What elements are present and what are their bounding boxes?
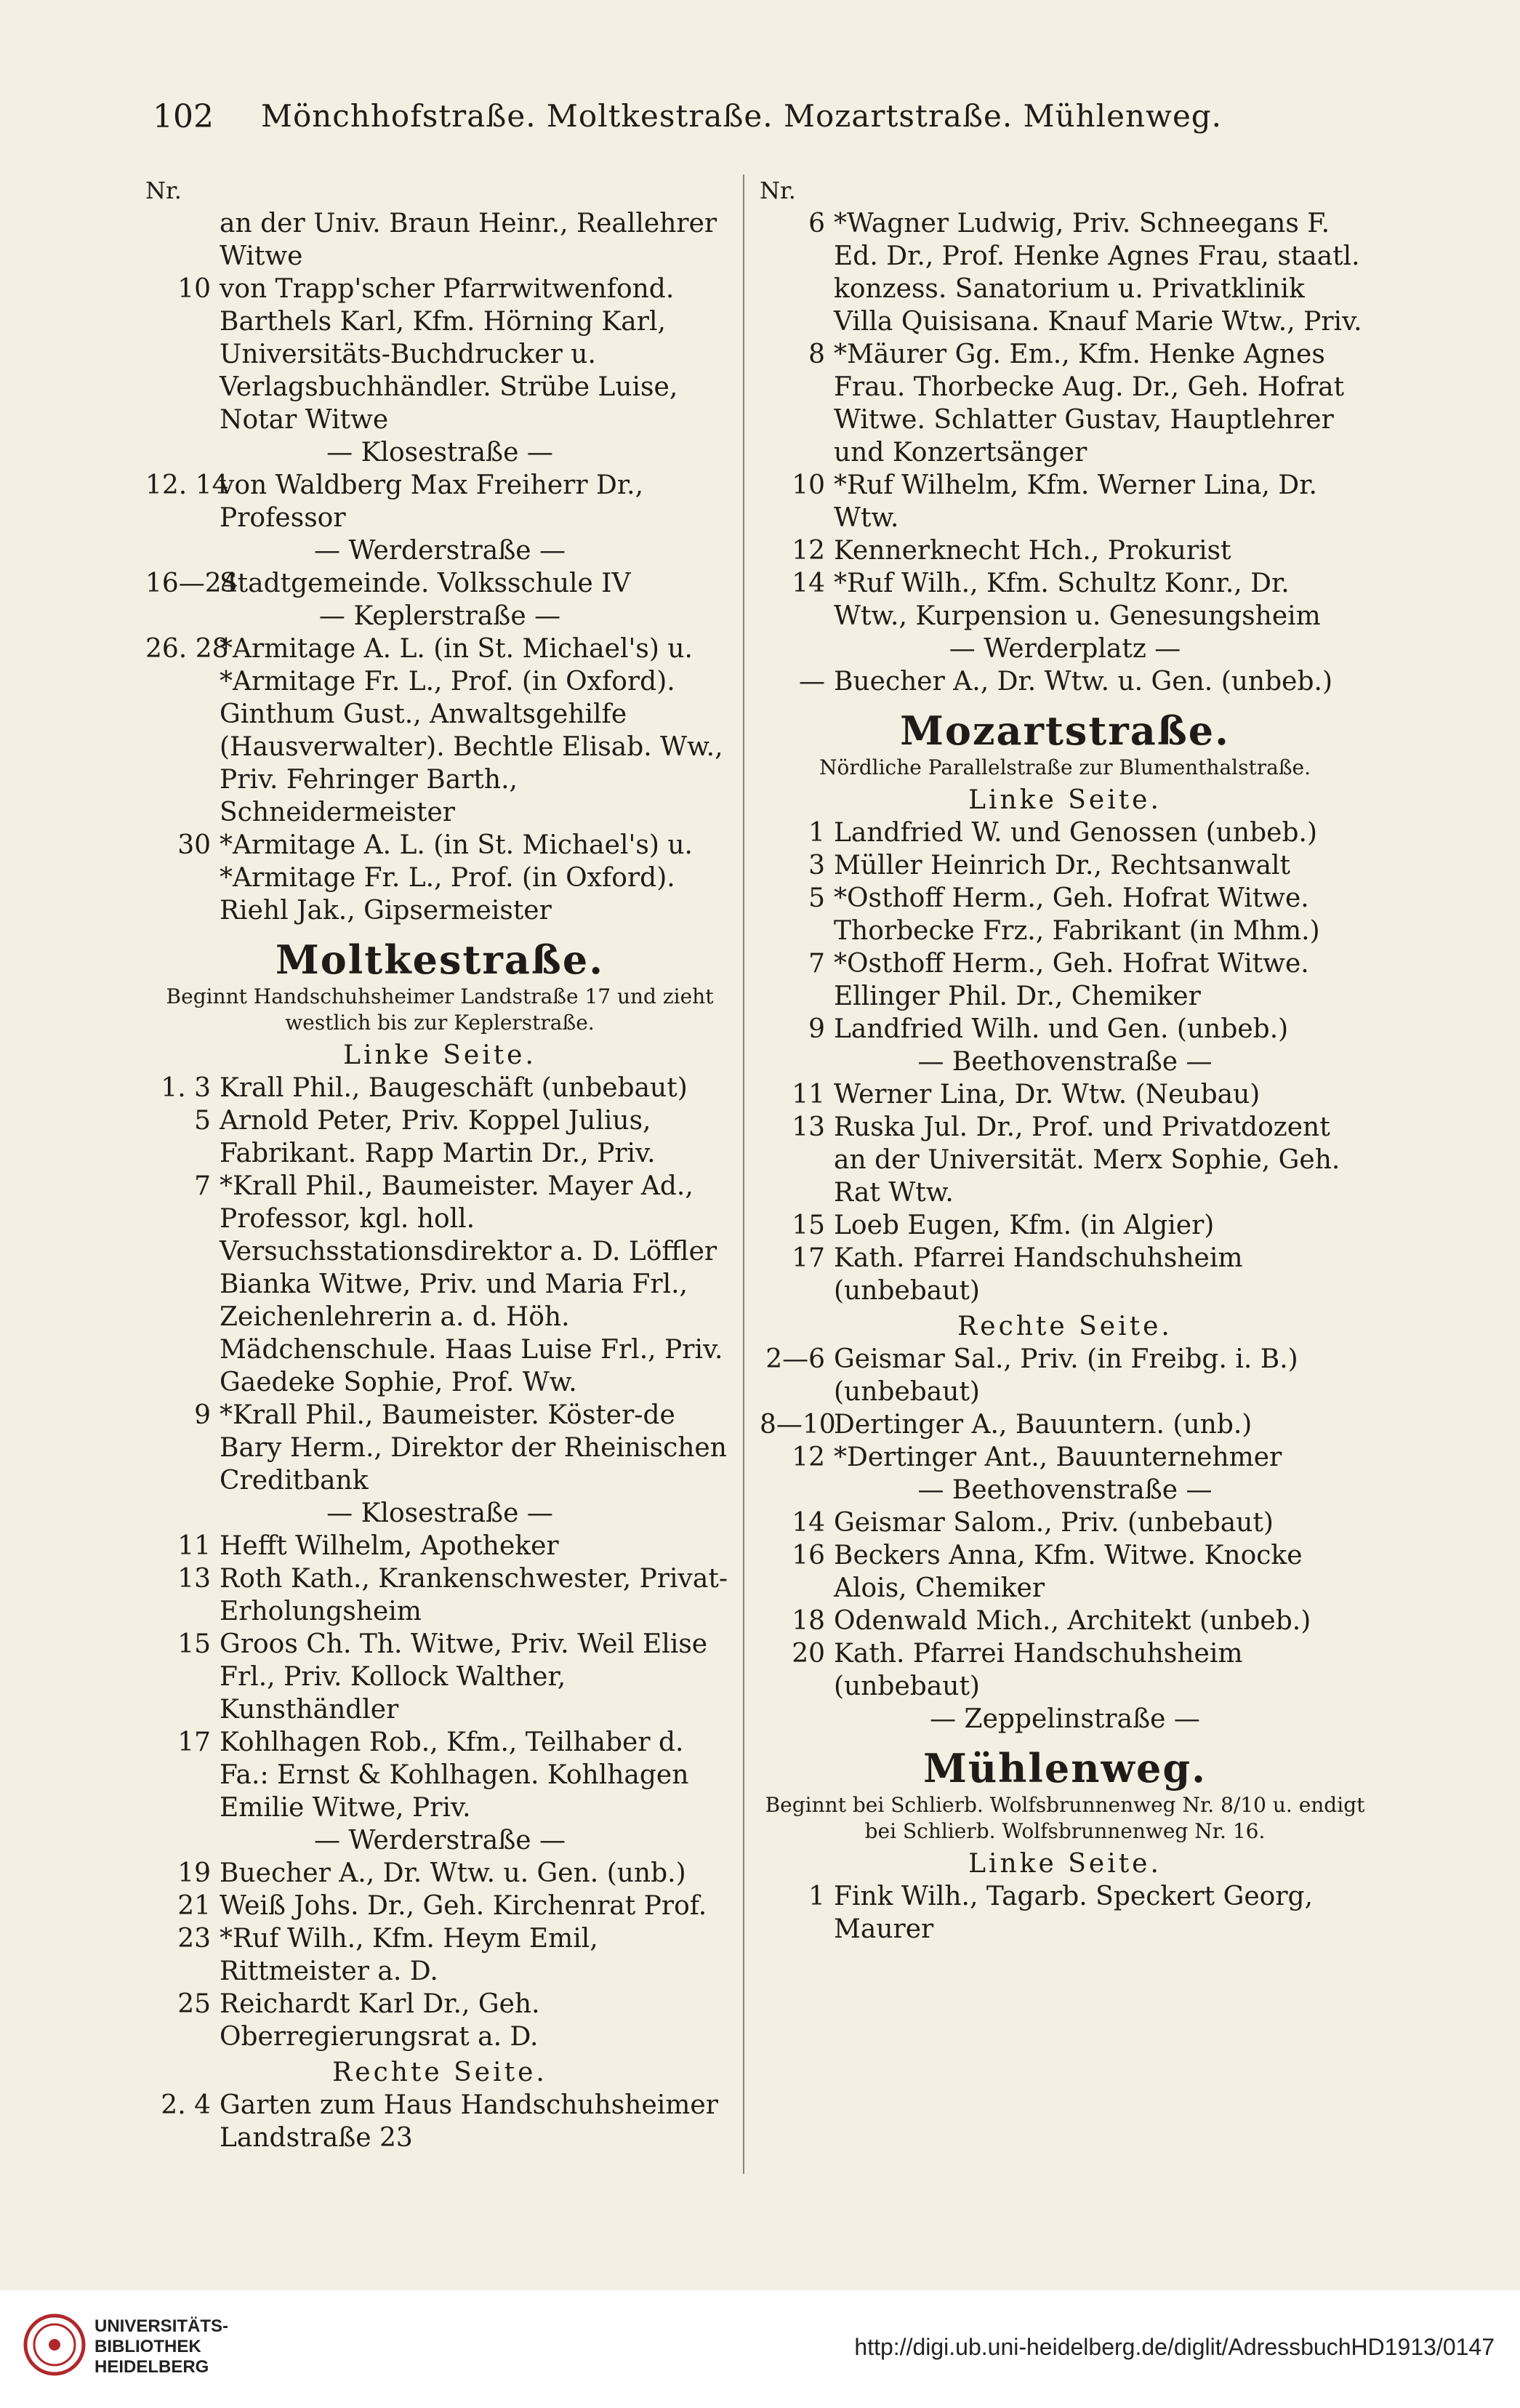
house-number: 19 — [177, 1858, 211, 1888]
directory-entry — [760, 338, 1370, 469]
cross-street: — Werderstraße — — [314, 536, 566, 566]
entry-text: *Osthoff Herm., Geh. Hofrat Witwe. Thorbecke Frz., Fabrikant (in Mhm.) — [834, 883, 1320, 946]
library-line: HEIDELBERG — [95, 2357, 209, 2377]
page-number: 102 — [153, 98, 214, 135]
directory-entry — [760, 1880, 1370, 1946]
entry-text: Beckers Anna, Kfm. Witwe. Knocke Alois, Chemiker — [834, 1541, 1303, 1603]
directory-entry — [760, 1539, 1370, 1605]
house-number: 7 — [194, 1171, 211, 1201]
house-number: 1 — [808, 818, 825, 848]
house-number: 12. 14 — [145, 470, 229, 500]
house-number: 10 — [177, 274, 211, 304]
entry-text: Kath. Pfarrei Handschuhsheim (unbebaut) — [834, 1243, 1243, 1306]
entry-text: Roth Kath., Krankenschwester, Privat-Erholungsheim — [220, 1564, 728, 1626]
entry-text: Landfried W. und Genossen (unbeb.) — [834, 818, 1317, 848]
entry-text: *Osthoff Herm., Geh. Hofrat Witwe. Ellinger Phil. Dr., Chemiker — [834, 949, 1309, 1011]
house-number: 14 — [792, 569, 825, 598]
entry-text: Kennerknecht Hch., Prokurist — [834, 536, 1231, 566]
entry-text: *Armitage A. L. (in St. Michael's) u. *Armitage Fr. L., Prof. (in Oxford). Riehl Jak., Gipsermeister — [220, 830, 693, 926]
entry-text: *Ruf Wilhelm, Kfm. Werner Lina, Dr. Wtw. — [834, 470, 1317, 533]
directory-entry — [145, 1628, 734, 1726]
footer — [0, 2290, 1520, 2408]
entry-text: Loeb Eugen, Kfm. (in Algier) — [834, 1211, 1215, 1240]
house-number: 15 — [177, 1629, 211, 1659]
entry-text: Werner Lina, Dr. Wtw. (Neubau) — [834, 1080, 1260, 1109]
entry-text: Buecher A., Dr. Wtw. u. Gen. (unb.) — [220, 1858, 686, 1888]
side-heading: Linke Seite. — [343, 1040, 536, 1070]
directory-entry — [760, 534, 1370, 567]
directory-entry — [145, 469, 734, 534]
column-divider — [743, 174, 744, 2174]
cross-street: — Werderstraße — — [314, 1826, 566, 1855]
directory-entry — [145, 1530, 734, 1562]
entry-text: Kohlhagen Rob., Kfm., Teilhaber d. Fa.: Ernst & Kohlhagen. Kohlhagen Emilie Witwe, Priv. — [220, 1727, 689, 1823]
house-number: 25 — [177, 1989, 211, 2019]
directory-entry — [145, 1104, 734, 1170]
directory-entry — [760, 849, 1370, 882]
house-number — [145, 207, 220, 273]
directory-entry — [145, 1988, 734, 2053]
house-number: 1. 3 — [161, 1073, 211, 1103]
directory-entry — [760, 1637, 1370, 1703]
house-number: 7 — [808, 949, 825, 979]
cross-street: — Klosestraße — — [326, 1498, 553, 1528]
entry-text: *Dertinger Ant., Bauunternehmer — [834, 1442, 1282, 1472]
house-number: 17 — [177, 1727, 211, 1757]
page-header — [153, 91, 1330, 149]
entry-text: Hefft Wilhelm, Apotheker — [220, 1531, 559, 1561]
directory-entry — [760, 1506, 1370, 1539]
house-number: 2. 4 — [161, 2090, 211, 2120]
directory-entry — [145, 1726, 734, 1824]
entry-text: Krall Phil., Baugeschäft (unbebaut) — [220, 1073, 688, 1103]
cross-street: — Klosestraße — — [326, 438, 553, 467]
directory-entry — [145, 2089, 734, 2154]
directory-entry — [760, 816, 1370, 849]
house-number: 8 — [808, 340, 825, 369]
entry-text: Buecher A., Dr. Wtw. u. Gen. (unbeb.) — [834, 667, 1332, 697]
side-heading: Linke Seite. — [968, 785, 1162, 815]
house-number: 2—6 — [765, 1344, 825, 1374]
directory-entry — [145, 273, 734, 436]
house-number: 6 — [808, 209, 825, 238]
side-heading: Rechte Seite. — [957, 1312, 1173, 1341]
directory-entry — [760, 1013, 1370, 1046]
house-number: 16—24 — [145, 569, 238, 598]
cross-street: — Keplerstraße — — [318, 601, 561, 631]
number-column-header: Nr. — [760, 177, 796, 204]
directory-entry — [145, 1399, 734, 1497]
street-title: Mozartstraße. — [900, 707, 1230, 754]
house-number: 13 — [792, 1112, 825, 1142]
directory-entry — [760, 1343, 1370, 1408]
directory-entry — [145, 1170, 734, 1399]
house-number: 17 — [792, 1243, 825, 1273]
university-seal-icon — [22, 2312, 87, 2377]
house-number: 12 — [792, 536, 825, 566]
house-number: 9 — [194, 1400, 211, 1430]
directory-entry — [760, 1078, 1370, 1111]
directory-entry — [760, 665, 1370, 698]
side-heading: Rechte Seite. — [332, 2058, 547, 2087]
directory-entry — [145, 1562, 734, 1628]
directory-entry — [145, 567, 734, 600]
entry-text: Dertinger A., Bauuntern. (unb.) — [834, 1410, 1252, 1440]
house-number: 5 — [808, 883, 825, 913]
directory-entry — [145, 207, 734, 273]
entry-text: *Ruf Wilh., Kfm. Heym Emil, Rittmeister a. D. — [220, 1924, 598, 1986]
right-column — [760, 174, 1370, 1946]
entry-text: an der Univ. Braun Heinr., Reallehrer Witwe — [220, 209, 717, 271]
number-column-header: Nr. — [145, 177, 182, 204]
directory-entry — [760, 469, 1370, 534]
house-number: 10 — [792, 470, 825, 500]
library-line: UNIVERSITÄTS- — [95, 2316, 229, 2336]
house-number: 18 — [792, 1606, 825, 1636]
street-description: Nördliche Parallelstraße zur Blumenthalstraße. — [819, 755, 1311, 779]
house-number: 8—10 — [760, 1410, 836, 1440]
entry-text: Landfried Wilh. und Gen. (unbeb.) — [834, 1014, 1289, 1044]
entry-text: *Wagner Ludwig, Priv. Schneegans F. Ed. Dr., Prof. Henke Agnes Frau, staatl. konzess. Sanatorium u. Privatklinik Villa Quisisana. Knauf Marie Wtw., Priv. — [834, 209, 1362, 337]
house-number: 16 — [792, 1541, 825, 1570]
directory-entry — [760, 207, 1370, 338]
directory-entry — [145, 1890, 734, 1922]
house-number: — — [799, 667, 825, 697]
house-number: 9 — [808, 1014, 825, 1044]
house-number: 1 — [808, 1882, 825, 1911]
directory-entry — [145, 633, 734, 829]
entry-text: *Armitage A. L. (in St. Michael's) u. *Armitage Fr. L., Prof. (in Oxford). Ginthum Gust., Anwaltsgehilfe (Hausverwalter). Bechtle Elisab. Ww., Priv. Fehringer Barth., Schneidermeister — [220, 634, 723, 827]
entry-text: Weiß Johs. Dr., Geh. Kirchenrat Prof. — [220, 1891, 707, 1921]
house-number: 30 — [177, 830, 211, 860]
directory-entry — [760, 1209, 1370, 1242]
house-number: 15 — [792, 1211, 825, 1240]
directory-entry — [760, 567, 1370, 633]
directory-entry — [760, 882, 1370, 947]
running-head: Mönchhofstraße. Moltkestraße. Mozartstraße. Mühlenweg. — [260, 98, 1223, 134]
cross-street: — Beethovenstraße — — [917, 1047, 1213, 1077]
directory-entry — [760, 1111, 1370, 1209]
entry-text: von Waldberg Max Freiherr Dr., Professor — [220, 470, 644, 533]
street-description: Beginnt bei Schlierb. Wolfsbrunnenweg Nr. 8/10 u. endigt bei Schlierb. Wolfsbrunnenweg Nr. 16. — [765, 1793, 1365, 1843]
directory-entry — [145, 1922, 734, 1988]
entry-text: Fink Wilh., Tagarb. Speckert Georg, Maurer — [834, 1882, 1314, 1944]
entry-text: Geismar Sal., Priv. (in Freibg. i. B.) (unbebaut) — [834, 1344, 1298, 1407]
entry-text: von Trapp'scher Pfarrwitwenfond. Barthels Karl, Kfm. Hörning Karl, Universitäts-Buchdrucker u. Verlagsbuchhändler. Strübe Luise, Notar Witwe — [220, 274, 678, 435]
house-number: 20 — [792, 1639, 825, 1669]
directory-entry — [760, 1605, 1370, 1637]
entry-text: Ruska Jul. Dr., Prof. und Privatdozent an der Universität. Merx Sophie, Geh. Rat Wtw. — [834, 1112, 1340, 1208]
directory-entry — [760, 1441, 1370, 1474]
street-description: Beginnt Handschuhsheimer Landstraße 17 und zieht westlich bis zur Keplerstraße. — [166, 984, 714, 1035]
directory-entry — [760, 1242, 1370, 1307]
directory-entry — [145, 1072, 734, 1104]
house-number: 13 — [177, 1564, 211, 1594]
entry-text: *Ruf Wilh., Kfm. Schultz Konr., Dr. Wtw., Kurpension u. Genesungsheim — [834, 569, 1321, 631]
entry-text: *Krall Phil., Baumeister. Mayer Ad., Professor, kgl. holl. Versuchsstationsdirektor a. D. Löffler Bianka Witwe, Priv. und Maria Frl., Zeichenlehrerin a. d. Höh. Mädchenschule. Haas Luise Frl., Priv. Gaedeke Sophie, Prof. Ww. — [220, 1171, 723, 1397]
house-number: 5 — [194, 1106, 211, 1136]
directory-entry — [760, 1408, 1370, 1441]
entry-text: Odenwald Mich., Architekt (unbeb.) — [834, 1606, 1311, 1636]
directory-entry — [145, 1857, 734, 1890]
entry-text: Geismar Salom., Priv. (unbebaut) — [834, 1508, 1274, 1538]
entry-text: Garten zum Haus Handschuhsheimer Landstraße 23 — [220, 2090, 718, 2153]
entry-text: *Krall Phil., Baumeister. Köster-de Bary Herm., Direktor der Rheinischen Creditbank — [220, 1400, 727, 1496]
cross-street: — Werderplatz — — [949, 634, 1181, 664]
cross-street: — Beethovenstraße — — [917, 1475, 1213, 1505]
entry-text: Groos Ch. Th. Witwe, Priv. Weil Elise Frl., Priv. Kollock Walther, Kunsthändler — [220, 1629, 708, 1725]
house-number: 11 — [792, 1080, 825, 1109]
directory-entry — [760, 947, 1370, 1013]
entry-text: *Mäurer Gg. Em., Kfm. Henke Agnes Frau. Thorbecke Aug. Dr., Geh. Hofrat Witwe. Schlatter Gustav, Hauptlehrer und Konzertsänger — [834, 340, 1345, 467]
street-title: Mühlenweg. — [923, 1745, 1207, 1791]
street-title: Moltkestraße. — [276, 936, 604, 983]
house-number: 23 — [177, 1924, 211, 1954]
entry-text: Stadtgemeinde. Volksschule IV — [220, 569, 631, 598]
cross-street: — Zeppelinstraße — — [930, 1704, 1200, 1734]
entry-text: Arnold Peter, Priv. Koppel Julius, Fabrikant. Rapp Martin Dr., Priv. — [220, 1106, 656, 1168]
entry-text: Reichardt Karl Dr., Geh. Oberregierungsrat a. D. — [220, 1989, 540, 2052]
left-column — [145, 174, 734, 2154]
directory-entry — [145, 829, 734, 927]
library-name — [95, 2316, 228, 2377]
house-number: 3 — [808, 851, 825, 880]
entry-text: Kath. Pfarrei Handschuhsheim (unbebaut) — [834, 1639, 1243, 1701]
house-number: 21 — [177, 1891, 211, 1921]
source-url[interactable]: http://digi.ub.uni-heidelberg.de/diglit/AdressbuchHD1913/0147 — [854, 2334, 1495, 2360]
entry-text: Müller Heinrich Dr., Rechtsanwalt — [834, 851, 1290, 880]
house-number: 26. 28 — [145, 634, 229, 664]
house-number: 12 — [792, 1442, 825, 1472]
house-number: 14 — [792, 1508, 825, 1538]
library-line: BIBLIOTHEK — [95, 2337, 201, 2356]
side-heading: Linke Seite. — [968, 1849, 1162, 1879]
house-number: 11 — [177, 1531, 211, 1561]
